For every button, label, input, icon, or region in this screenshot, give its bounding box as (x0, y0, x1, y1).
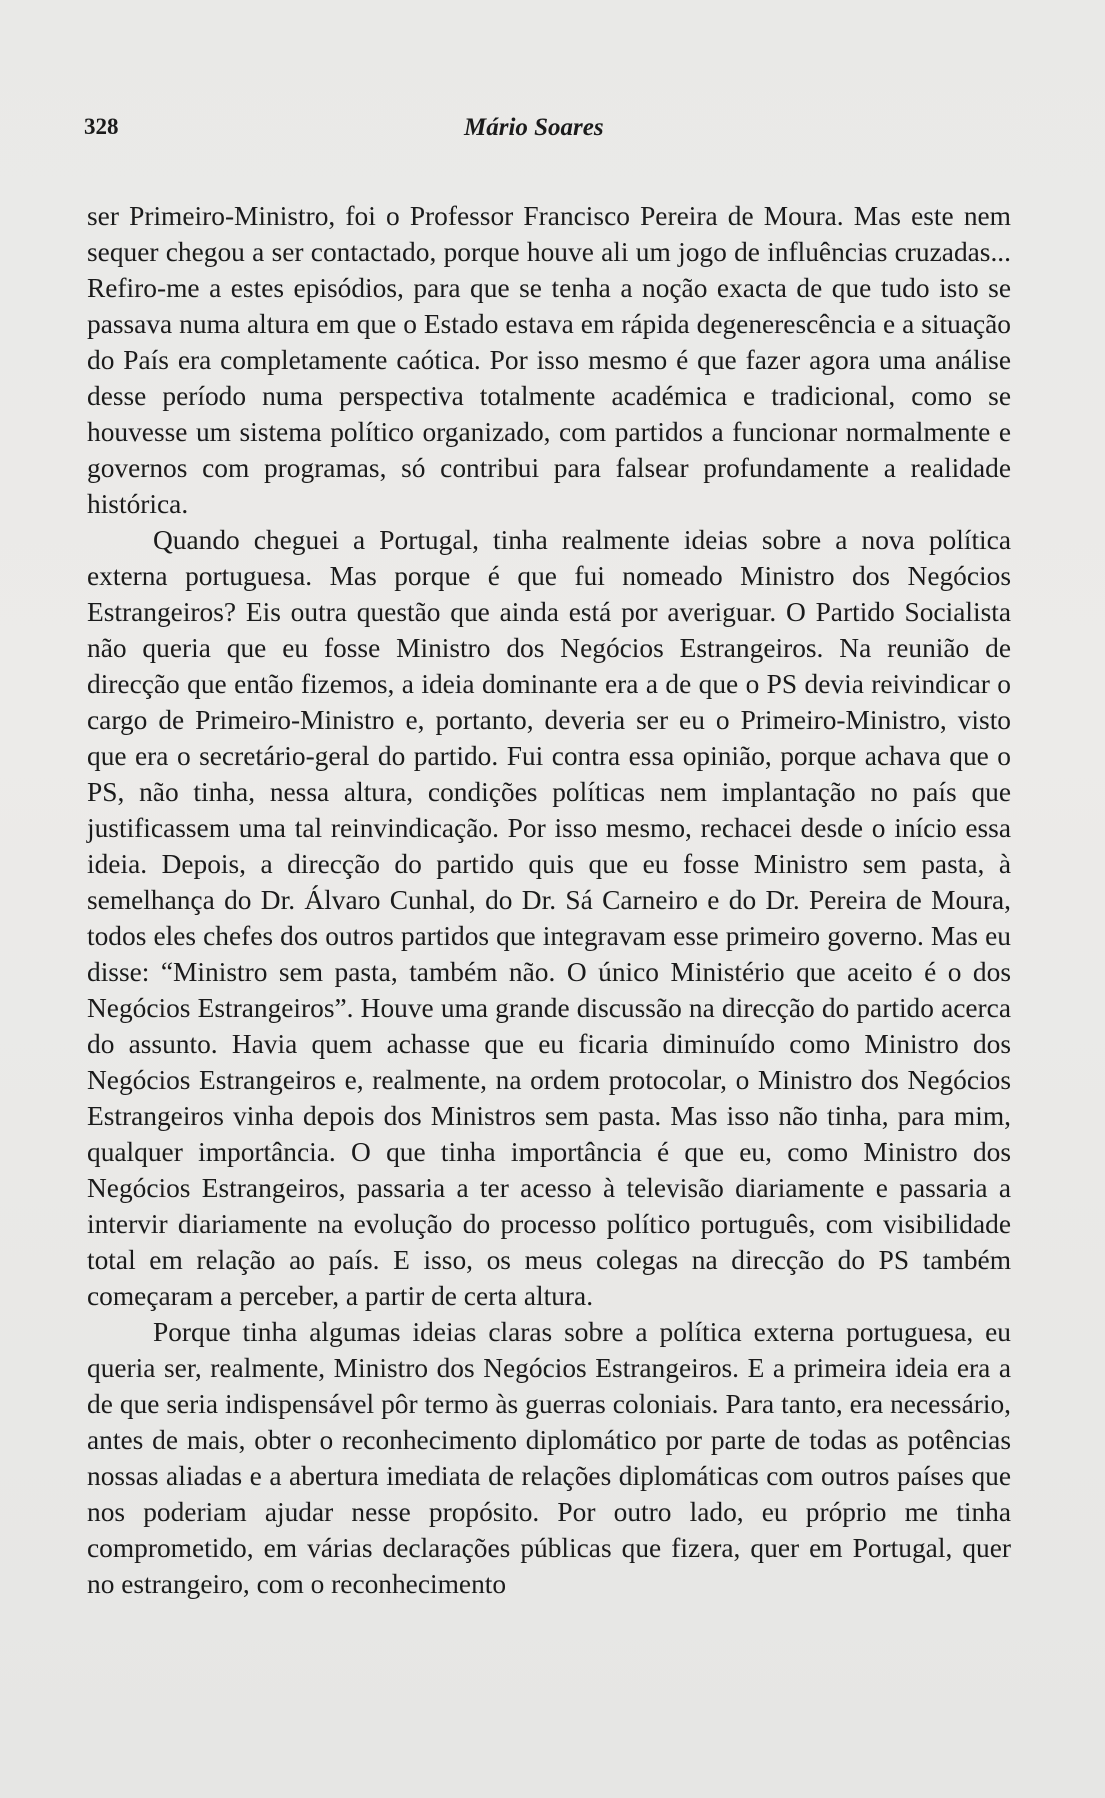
page-number: 328 (84, 114, 119, 139)
body-text (87, 198, 1011, 1602)
running-title: Mário Soares (464, 114, 604, 141)
running-header (84, 114, 1021, 148)
paragraph-3: Porque tinha algumas ideias claras sobre a política externa portuguesa, eu queria ser, realmente, Ministro dos Negócios Estrangeiros. E a primeira ideia era a de que seria indispensável pôr termo às guerras coloniais. Para tanto, era necessário, antes de mais, obter o reconhecimento diplomático por parte de todas as potências nossas aliadas e a abertura imediata de relações diplomáticas com outros países que nos poderiam ajudar nesse propósito. Por outro lado, eu próprio me tinha comprometido, em várias declarações públicas que fizera, quer em Portugal, quer no estrangeiro, com o reconhecimento (87, 1317, 1011, 1599)
paragraph-1: ser Primeiro-Ministro, foi o Professor Francisco Pereira de Moura. Mas este nem sequer chegou a ser contactado, porque houve ali um jogo de influências cruzadas... Refiro-me a estes episódios, para que se tenha a noção exacta de que tudo isto se passava numa altura em que o Estado estava em rápida degenerescência e a situação do País era completamente caótica. Por isso mesmo é que fazer agora uma análise desse período numa perspectiva totalmente académica e tradicional, como se houvesse um sistema político organizado, com partidos a funcionar normalmente e governos com programas, só contribui para falsear profundamente a realidade histórica. (87, 201, 1011, 519)
paragraph-2: Quando cheguei a Portugal, tinha realmente ideias sobre a nova política externa portuguesa. Mas porque é que fui nomeado Ministro dos Negócios Estrangeiros? Eis outra questão que ainda está por averiguar. O Partido Socialista não queria que eu fosse Ministro dos Negócios Estrangeiros. Na reunião de direcção que então fizemos, a ideia dominante era a de que o PS devia reivindicar o cargo de Primeiro-Ministro e, portanto, deveria ser eu o Primeiro-Ministro, visto que era o secretário-geral do partido. Fui contra essa opinião, porque achava que o PS, não tinha, nessa altura, condições políticas nem implantação no país que justificassem uma tal reinvindicação. Por isso mesmo, rechacei desde o início essa ideia. Depois, a direcção do partido quis que eu fosse Ministro sem pasta, à semelhança do Dr. Álvaro Cunhal, do Dr. Sá Carneiro e do Dr. Pereira de Moura, todos eles chefes dos outros partidos que integravam esse primeiro governo. Mas eu disse: “Ministro sem pasta, também não. O único Ministério que aceito é o dos Negócios Estrangeiros”. Houve uma grande discussão na direcção do partido acerca do assunto. Havia quem achasse que eu ficaria diminuído como Ministro dos Negócios Estrangeiros e, realmente, na ordem protocolar, o Ministro dos Negócios Estrangeiros vinha depois dos Ministros sem pasta. Mas isso não tinha, para mim, qualquer importância. O que tinha importância é que eu, como Ministro dos Negócios Estrangeiros, passaria a ter acesso à televisão diariamente e passaria a intervir diariamente na evolução do processo político português, com visibilidade total em relação ao país. E isso, os meus colegas na direcção do PS também começaram a perceber, a partir de certa altura. (87, 525, 1011, 1311)
